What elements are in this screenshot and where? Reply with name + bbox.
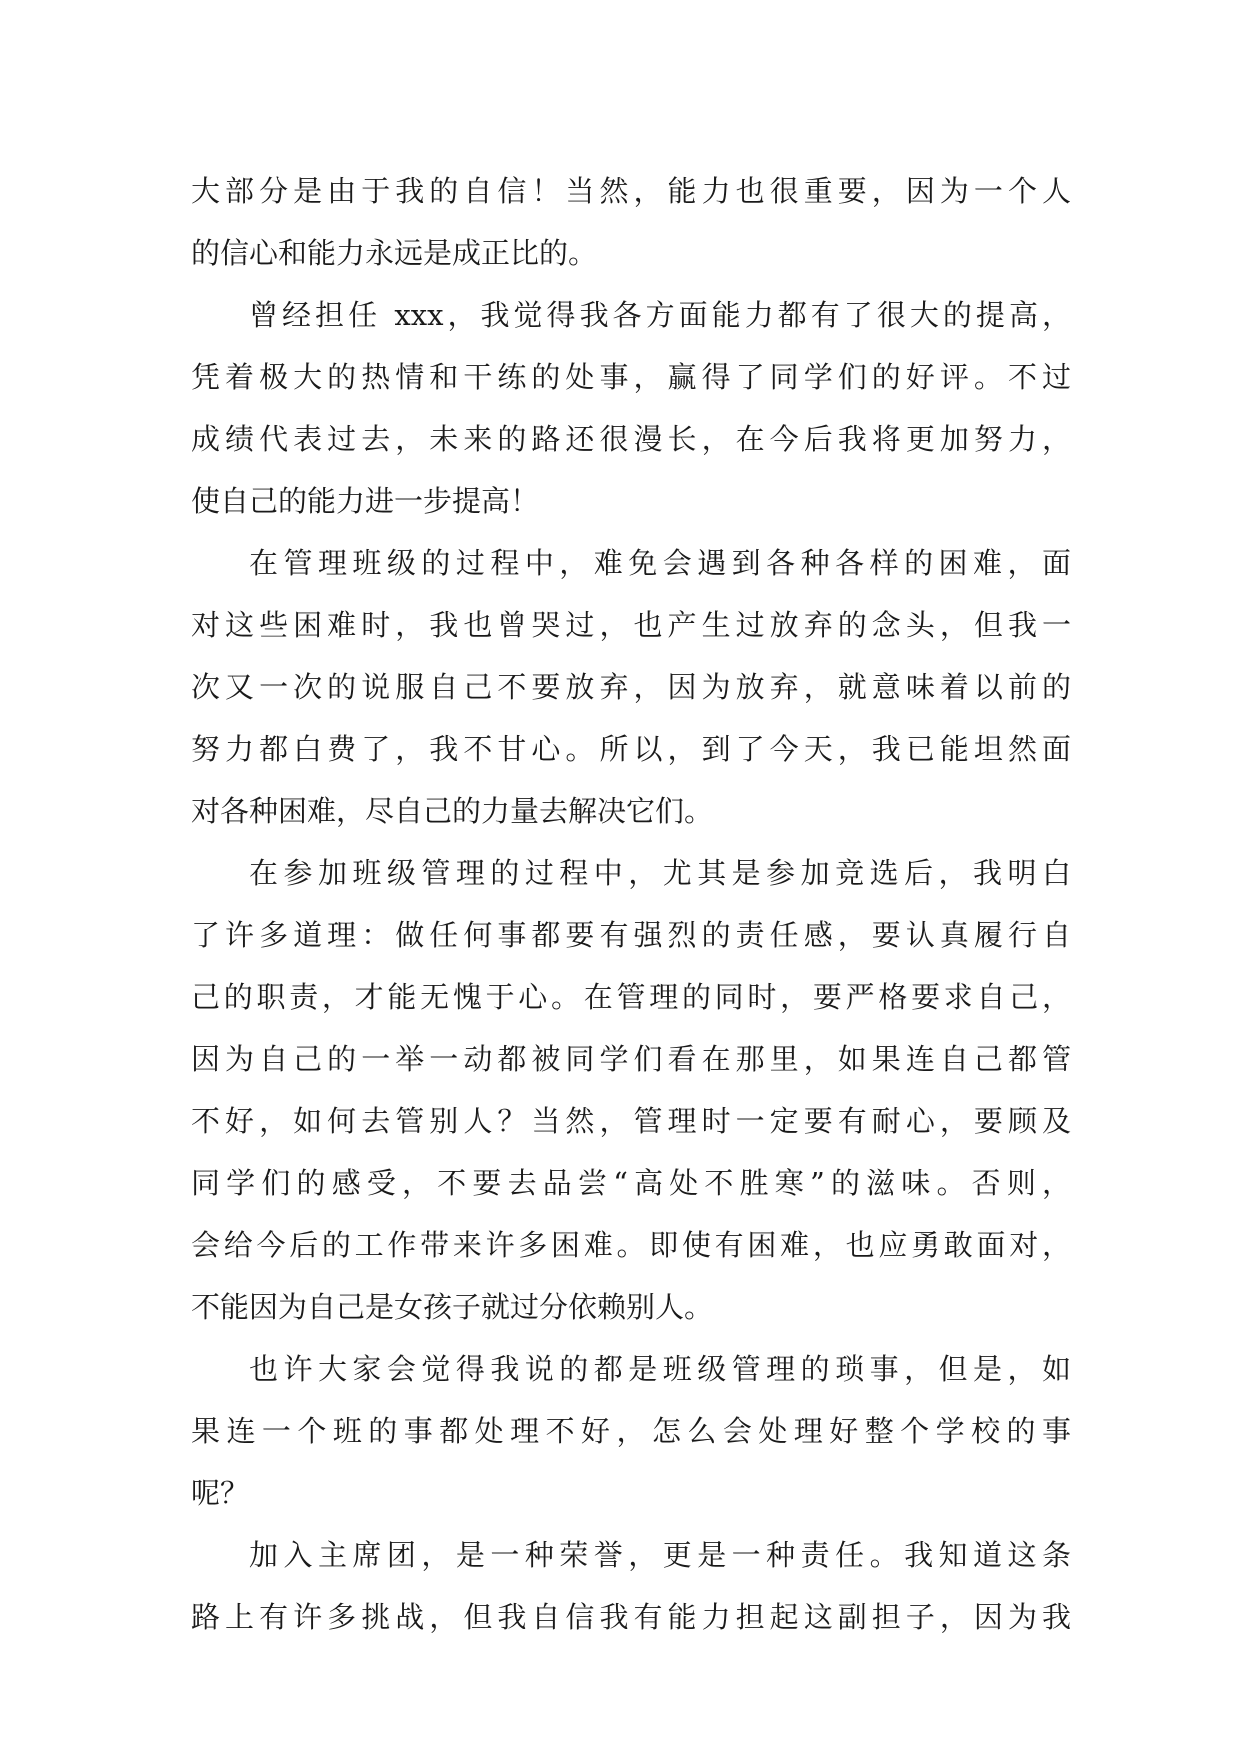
- paragraph-2: [191, 284, 1071, 532]
- text-line: 了许多道理：做任何事都要有强烈的责任感，要认真履行自: [191, 918, 1071, 952]
- text-line: 己的职责，才能无愧于心。在管理的同时，要严格要求自己，: [191, 980, 1071, 1014]
- text-line: 因为自己的一举一动都被同学们看在那里，如果连自己都管: [191, 1042, 1071, 1076]
- document-body: [191, 160, 1071, 1648]
- text-line: 不能因为自己是女孩子就过分依赖别人。: [191, 1290, 714, 1324]
- text-line: 同学们的感受，不要去品尝“高处不胜寒”的滋味。否则，: [191, 1166, 1071, 1200]
- text-line: 曾经担任 xxx，我觉得我各方面能力都有了很大的提高，: [249, 298, 1071, 332]
- text-line: 对这些困难时，我也曾哭过，也产生过放弃的念头，但我一: [191, 608, 1071, 642]
- paragraph-5: [191, 1338, 1071, 1524]
- text-line: 次又一次的说服自己不要放弃，因为放弃，就意味着以前的: [191, 670, 1071, 704]
- text-line: 大部分是由于我的自信！当然，能力也很重要，因为一个人: [191, 174, 1071, 208]
- text-line: 努力都白费了，我不甘心。所以，到了今天，我已能坦然面: [191, 732, 1071, 766]
- text-line: 会给今后的工作带来许多困难。即使有困难，也应勇敢面对，: [191, 1228, 1071, 1262]
- text-line: 使自己的能力进一步提高！: [191, 484, 540, 518]
- paragraph-1: [191, 160, 1071, 284]
- paragraph-6: [191, 1524, 1071, 1648]
- text-line: 成绩代表过去，未来的路还很漫长，在今后我将更加努力，: [191, 422, 1071, 456]
- paragraph-4: [191, 842, 1071, 1338]
- text-line: 的信心和能力永远是成正比的。: [191, 236, 598, 270]
- text-line: 凭着极大的热情和干练的处事，赢得了同学们的好评。不过: [191, 360, 1071, 394]
- text-line: 加入主席团，是一种荣誉，更是一种责任。我知道这条: [249, 1538, 1071, 1572]
- paragraph-3: [191, 532, 1071, 842]
- text-line: 也许大家会觉得我说的都是班级管理的琐事，但是，如: [249, 1352, 1071, 1386]
- text-line: 呢？: [191, 1476, 250, 1510]
- text-line: 不好，如何去管别人？当然，管理时一定要有耐心，要顾及: [191, 1104, 1071, 1138]
- text-line: 路上有许多挑战，但我自信我有能力担起这副担子，因为我: [191, 1600, 1071, 1634]
- text-line: 在管理班级的过程中，难免会遇到各种各样的困难，面: [249, 546, 1071, 580]
- text-line: 在参加班级管理的过程中，尤其是参加竞选后，我明白: [249, 856, 1071, 890]
- text-line: 对各种困难，尽自己的力量去解决它们。: [191, 794, 714, 828]
- text-line: 果连一个班的事都处理不好，怎么会处理好整个学校的事: [191, 1414, 1071, 1448]
